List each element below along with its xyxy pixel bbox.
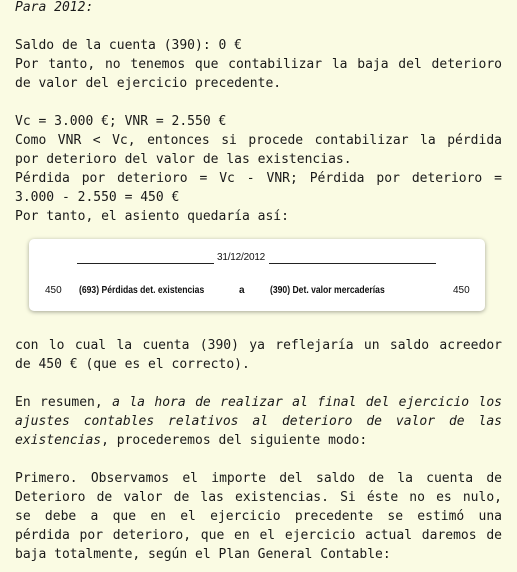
- text-line: Vc = 3.000 €; VNR = 2.550 €: [15, 114, 227, 129]
- debit-amount: 450: [45, 285, 62, 296]
- debit-account: (693) Pérdidas det. existencias: [79, 285, 205, 296]
- text-plain: , procederemos del siguiente modo:: [101, 433, 368, 448]
- text-line: se debe a que en el ejercicio precedente se estimó una: [15, 509, 502, 524]
- credit-account: (390) Det. valor mercaderías: [270, 285, 385, 296]
- paragraph-result: [15, 336, 502, 374]
- text-line: ajustes contables relativos al deterioro de valor de las: [15, 414, 502, 429]
- paragraph-impairment: [15, 112, 502, 226]
- text-line: [15, 431, 502, 450]
- date-rule-left: [77, 263, 214, 264]
- text-line: con lo cual la cuenta (390) ya reflejaría un saldo acreedor: [15, 338, 502, 353]
- paragraph-summary: [15, 393, 502, 450]
- text-line: pérdida por deterioro, que en el ejercicio actual daremos de: [15, 528, 502, 543]
- document-body: [15, 0, 502, 564]
- text-line: Por tanto, el asiento quedaría así:: [15, 209, 289, 224]
- text-line: por deterioro del valor de las existencias.: [15, 152, 352, 167]
- spacer: [15, 93, 502, 112]
- text-italic: a la hora de realizar al final del ejercicio los: [112, 395, 503, 410]
- text-line: 3.000 - 2.550 = 450 €: [15, 190, 180, 205]
- spacer: [15, 374, 502, 393]
- paragraph-first-step: [15, 469, 502, 564]
- entry-separator: a: [239, 285, 245, 296]
- journal-date: 31/12/2012: [217, 252, 266, 263]
- text-line: Como VNR < Vc, entonces si procede contabilizar la pérdida: [15, 133, 502, 148]
- text-line: Pérdida por deterioro = Vc - VNR; Pérdida por deterioro =: [15, 171, 502, 186]
- text-plain: En resumen,: [15, 395, 113, 410]
- text-line: Deterioro de valor de las existencias. Si éste no es nulo,: [15, 490, 502, 505]
- text-line: Primero. Observamos el importe del saldo de la cuenta de: [15, 471, 502, 486]
- text-italic: existencias: [15, 433, 102, 448]
- text-line: [15, 393, 502, 412]
- text-line: Por tanto, no tenemos que contabilizar la baja del deterioro: [15, 57, 502, 72]
- text-line: Saldo de la cuenta (390): 0 €: [15, 38, 242, 53]
- journal-entry-box: [29, 239, 485, 311]
- section-heading: Para 2012:: [15, 0, 94, 15]
- text-line: de 450 € (que es el correcto).: [15, 357, 250, 372]
- text-line: de valor del ejercicio precedente.: [15, 76, 282, 91]
- spacer: [15, 17, 502, 36]
- paragraph-balance: [15, 36, 502, 93]
- credit-amount: 450: [453, 285, 470, 296]
- text-line: baja totalmente, según el Plan General Contable:: [15, 547, 391, 562]
- spacer: [15, 450, 502, 469]
- date-rule-right: [269, 263, 436, 264]
